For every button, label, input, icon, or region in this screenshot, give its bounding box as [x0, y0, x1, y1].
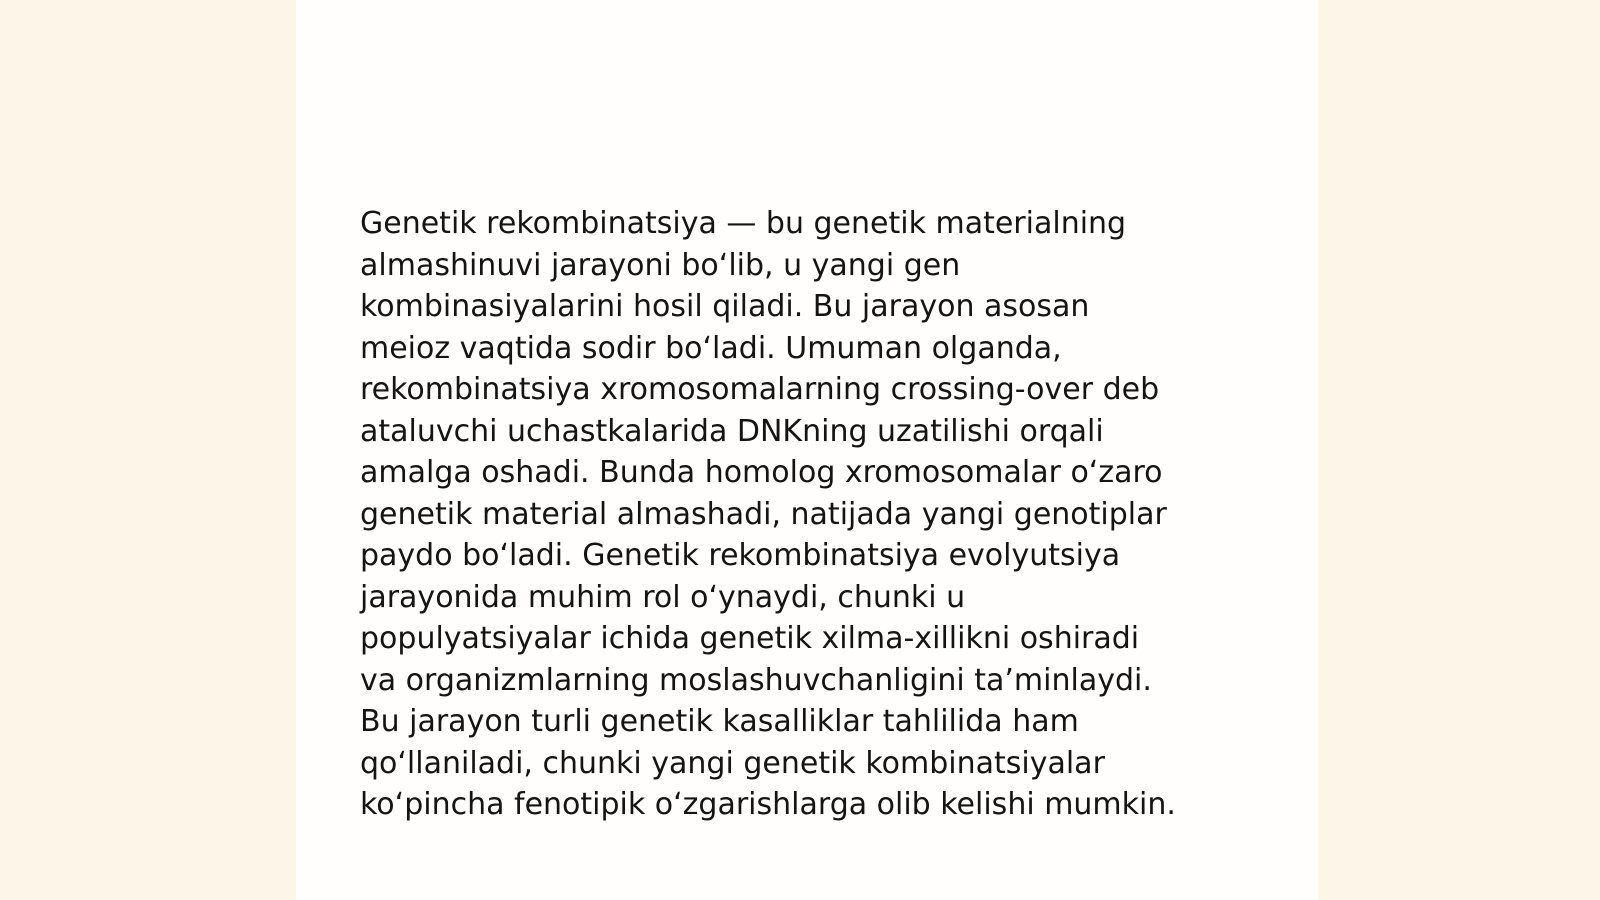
- document-page: [296, 0, 1318, 900]
- body-paragraph: Genetik rekombinatsiya — bu genetik materialning almashinuvi jarayoni bo‘lib, u yangi gen kombinasiyalarini hosil qiladi. Bu jarayon asosan meioz vaqtida sodir bo‘ladi. Umuman olganda, rekombinatsiya xromosomalarning crossing-over deb ataluvchi uchastkalarida DNKning uzatilishi orqali amalga oshadi. Bunda homolog xromosomalar o‘zaro genetik material almashadi, natijada yangi genotiplar paydo bo‘ladi. Genetik rekombinatsiya evolyutsiya jarayonida muhim rol o‘ynaydi, chunki u populyatsiyalar ichida genetik xilma-xillikni oshiradi va organizmlarning moslashuvchanligini ta’minlaydi. Bu jarayon turli genetik kasalliklar tahlilida ham qo‘llaniladi, chunki yangi genetik kombinatsiyalar ko‘pincha fenotipik o‘zgarishlarga olib kelishi mumkin.: [360, 206, 1176, 822]
